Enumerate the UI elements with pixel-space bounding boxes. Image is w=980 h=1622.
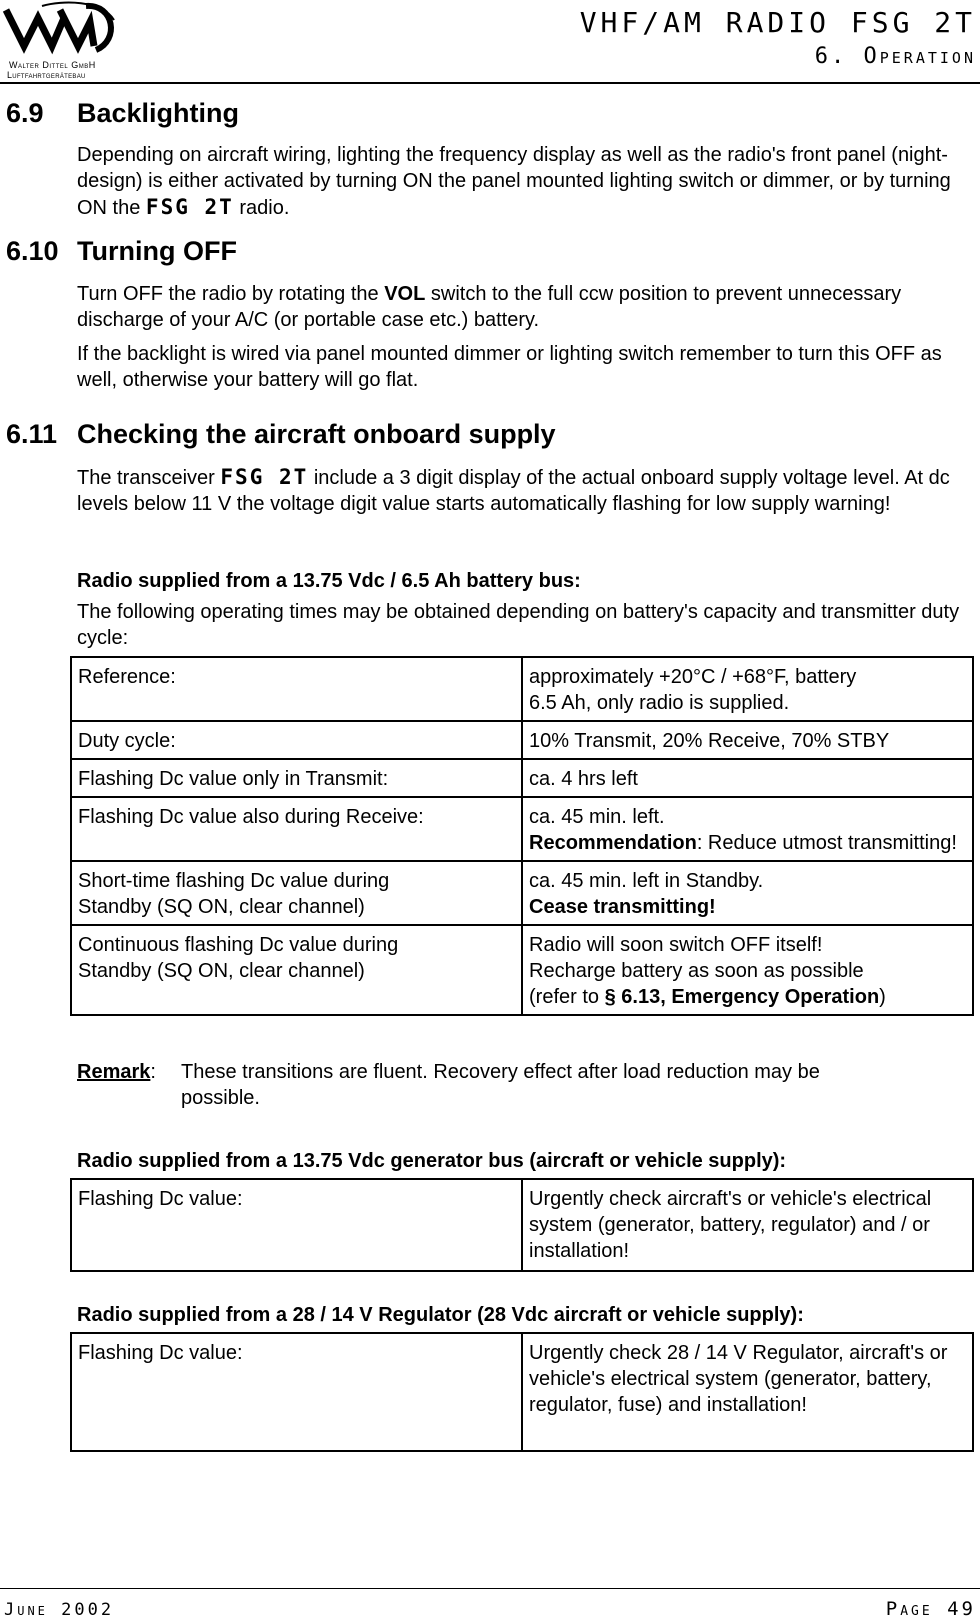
remark-label: Remark: [77, 1061, 151, 1083]
table-cell: [522, 861, 973, 925]
cell-line: Short-time flashing Dc value during: [78, 870, 390, 892]
table-cell: [522, 925, 973, 1015]
footer-date: June 2002: [4, 1600, 115, 1620]
cell-line: 6.5 Ah, only radio is supplied.: [529, 692, 790, 714]
recommendation-label: Recommendation: [529, 832, 697, 854]
table-cell: Reference:: [71, 657, 522, 721]
text: include a 3 digit display of the actual onboard supply voltage level. At dc levels below 11 V the voltage digit value starts automatically flashing for low supply warning!: [77, 467, 950, 515]
logo-company-sub: Luftfahrtgerätebau: [7, 70, 86, 80]
cell-line: Radio will soon switch OFF itself!: [529, 934, 823, 956]
cell-line: ca. 45 min. left.: [529, 806, 665, 828]
text: ): [879, 986, 886, 1008]
cell-line: [529, 830, 966, 856]
cell-line: ca. 45 min. left in Standby.: [529, 870, 764, 892]
warning-text: Cease transmitting!: [529, 896, 716, 918]
document-title: VHF/AM RADIO FSG 2T: [579, 6, 976, 39]
text: radio.: [239, 197, 290, 219]
section-title: Checking the aircraft onboard supply: [77, 419, 556, 449]
logo-mark: [2, 0, 120, 60]
table-cell: [522, 797, 973, 861]
table-cell: Flashing Dc value:: [71, 1179, 522, 1271]
header-divider: [0, 82, 980, 84]
table-row: [71, 759, 973, 797]
table-cell: Flashing Dc value:: [71, 1333, 522, 1451]
generator-bus-heading: Radio supplied from a 13.75 Vdc generator bus (aircraft or vehicle supply):: [77, 1150, 787, 1172]
text: Turn OFF the radio by rotating the: [77, 283, 379, 305]
logo-company-name: Walter Dittel GmbH: [9, 60, 96, 70]
section-title: Backlighting: [77, 98, 240, 128]
table-cell: [71, 925, 522, 1015]
generator-bus-table: [70, 1178, 974, 1272]
table-row: [71, 657, 973, 721]
table-cell: Flashing Dc value also during Receive:: [71, 797, 522, 861]
regulator-table: [70, 1332, 974, 1452]
table-cell: ca. 4 hrs left: [522, 759, 973, 797]
cross-reference: § 6.13, Emergency Operation: [604, 986, 880, 1008]
cell-line: approximately +20°C / +68°F, battery: [529, 666, 857, 688]
turning-off-paragraph-1: [77, 281, 977, 333]
table-row: [71, 797, 973, 861]
backlighting-paragraph: [77, 142, 977, 221]
table-cell: [522, 657, 973, 721]
battery-bus-heading: Radio supplied from a 13.75 Vdc / 6.5 Ah battery bus:: [77, 570, 581, 592]
regulator-heading: Radio supplied from a 28 / 14 V Regulator (28 Vdc aircraft or vehicle supply):: [77, 1304, 804, 1326]
remark: [77, 1059, 820, 1109]
cell-line: [529, 894, 966, 920]
text: Depending on aircraft wiring, lighting the frequency display as well as the radio's front panel (night-design) is either activated by turning ON the panel mounted lighting switch or dimmer, or by turning ON the: [77, 144, 951, 219]
text: (refer to: [529, 986, 600, 1008]
chapter-title: 6. Operation: [814, 44, 976, 69]
vol-switch-label: VOL: [384, 283, 426, 305]
table-cell: Urgently check aircraft's or vehicle's electrical system (generator, battery, regulator) and / or installation!: [522, 1179, 973, 1271]
cell-line: Recharge battery as soon as possible: [529, 960, 864, 982]
table-cell: Urgently check 28 / 14 V Regulator, aircraft's or vehicle's electrical system (generator, battery, regulator, fuse) and installation!: [522, 1333, 973, 1451]
battery-bus-intro: The following operating times may be obtained depending on battery's capacity and transmitter duty cycle:: [77, 601, 960, 649]
product-name: FSG 2T: [220, 465, 309, 489]
table-cell: Flashing Dc value only in Transmit:: [71, 759, 522, 797]
onboard-supply-paragraph: [77, 464, 977, 517]
cell-line: Standby (SQ ON, clear channel): [78, 960, 365, 982]
remark-colon: :: [150, 1061, 156, 1083]
table-cell: 10% Transmit, 20% Receive, 70% STBY: [522, 721, 973, 759]
footer-divider: [0, 1588, 980, 1589]
text: The transceiver: [77, 467, 215, 489]
text: : Reduce utmost transmitting!: [696, 832, 957, 854]
table-row: [71, 861, 973, 925]
table-cell: [71, 861, 522, 925]
company-logo: [2, 0, 120, 80]
remark-text: These transitions are fluent. Recovery effect after load reduction may be possible.: [181, 1061, 820, 1109]
product-name: FSG 2T: [145, 195, 234, 219]
cell-line: [529, 984, 966, 1010]
section-number: 6.11: [6, 419, 58, 449]
battery-operating-times-table: [70, 656, 974, 1016]
section-number: 6.9: [6, 98, 44, 128]
table-cell: Duty cycle:: [71, 721, 522, 759]
cell-line: Standby (SQ ON, clear channel): [78, 896, 365, 918]
table-row: [71, 1179, 973, 1271]
table-row: [71, 1333, 973, 1451]
table-row: [71, 925, 973, 1015]
table-row: [71, 721, 973, 759]
cell-line: Continuous flashing Dc value during: [78, 934, 399, 956]
section-title: Turning OFF: [77, 236, 237, 266]
turning-off-paragraph-2: If the backlight is wired via panel mounted dimmer or lighting switch remember to turn this OFF as well, otherwise your battery will go flat.: [77, 343, 942, 391]
text: switch to the full ccw position to prevent unnecessary discharge of your A/C (or portable case etc.) battery.: [77, 283, 902, 331]
section-number: 6.10: [6, 236, 59, 266]
page-number: Page 49: [885, 1598, 976, 1620]
